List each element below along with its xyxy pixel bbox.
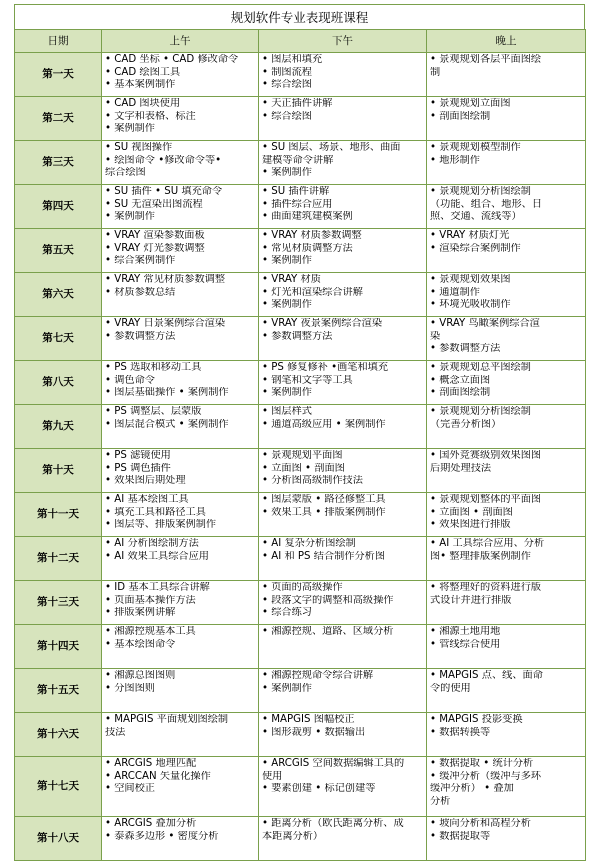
- evening-cell: [427, 229, 586, 273]
- course-line: • 常见材质调整方法: [262, 242, 353, 254]
- course-line: • 页面的高级操作: [262, 582, 343, 593]
- course-line: • 图层蒙版 • 路径修整工具: [262, 494, 386, 505]
- evening-cell: [427, 537, 586, 581]
- course-line: • ARCGIS 叠加分析: [105, 818, 197, 829]
- evening-cell: [427, 273, 586, 317]
- morning-cell: [102, 669, 259, 713]
- course-line: • 效果工具 • 排版案例制作: [262, 506, 386, 518]
- course-line: • 案例制作: [262, 299, 312, 310]
- day-cell: 第十八天: [15, 817, 102, 861]
- morning-cell: [102, 229, 259, 273]
- afternoon-cell: [259, 141, 427, 185]
- course-line: • 景观规划立面图: [430, 98, 511, 109]
- evening-cell: [427, 449, 586, 493]
- course-line: • 插件综合应用: [262, 198, 333, 210]
- course-line: • 图层混合模式 • 案例制作: [105, 418, 229, 430]
- course-line: • VRAY 渲染参数面板: [105, 230, 205, 241]
- table-row: [15, 713, 586, 757]
- header-morning: 上午: [102, 30, 259, 53]
- course-line: • 案例制作: [262, 387, 312, 398]
- table-row: [15, 405, 586, 449]
- evening-cell: [427, 53, 586, 97]
- course-line: • 数据提取 • 统计分析: [430, 758, 534, 769]
- course-line: • PS 选取和移动工具: [105, 362, 202, 373]
- day-cell: 第十五天: [15, 669, 102, 713]
- schedule-table: [14, 29, 586, 861]
- afternoon-cell: [259, 817, 427, 861]
- course-line: 使用: [262, 770, 283, 782]
- day-cell: 第十一天: [15, 493, 102, 537]
- course-line: • 景观规划分析图绘制: [430, 186, 531, 197]
- evening-cell: [427, 361, 586, 405]
- course-line: • PS 滤镜使用: [105, 450, 171, 461]
- course-line: • 制图流程: [262, 66, 312, 78]
- afternoon-cell: [259, 97, 427, 141]
- course-line: • 空间校正: [105, 783, 155, 794]
- morning-cell: [102, 581, 259, 625]
- course-line: • 景观规划分析图绘制: [430, 406, 531, 417]
- course-line: • 综合绘图: [262, 110, 312, 122]
- course-line: • MAPGIS 点、线、面命: [430, 670, 543, 681]
- evening-cell: [427, 405, 586, 449]
- afternoon-cell: [259, 713, 427, 757]
- day-cell: 第三天: [15, 141, 102, 185]
- table-row: [15, 361, 586, 405]
- course-line: • 湘源控规、道路、区域分析: [262, 626, 394, 637]
- morning-cell: [102, 625, 259, 669]
- course-line: • 将整理好的资料进行版: [430, 582, 542, 593]
- course-line: • VRAY 材质灯光: [430, 230, 510, 241]
- course-line: • 景观规划总平图绘制: [430, 362, 531, 373]
- course-line: 图• 整理排版案例制作: [430, 550, 531, 562]
- course-line: • 坡向分析和高程分析: [430, 818, 531, 829]
- day-cell: 第十六天: [15, 713, 102, 757]
- afternoon-cell: [259, 493, 427, 537]
- course-line: • 国外竞赛级别效果图图: [430, 450, 542, 461]
- day-cell: 第二天: [15, 97, 102, 141]
- course-line: • AI 复杂分析图绘制: [262, 538, 356, 549]
- course-line: • 绘图命令 •修改命令等•: [105, 154, 222, 166]
- course-line: • 要素创建 • 标记创建等: [262, 783, 376, 794]
- course-line: • 参数调整方法: [430, 343, 501, 354]
- day-cell: 第十二天: [15, 537, 102, 581]
- morning-cell: [102, 185, 259, 229]
- morning-cell: [102, 141, 259, 185]
- day-cell: 第六天: [15, 273, 102, 317]
- morning-cell: [102, 317, 259, 361]
- course-line: 本距离分析）: [262, 830, 324, 842]
- evening-cell: [427, 317, 586, 361]
- course-line: • 湘源控规基本工具: [105, 626, 196, 637]
- course-line: • 图层等、排版案例制作: [105, 519, 217, 530]
- morning-cell: [102, 405, 259, 449]
- course-line: • ARCGIS 空间数据编辑工具的: [262, 758, 405, 769]
- course-line: • 湘源控规命令综合讲解: [262, 670, 374, 681]
- course-line: • ARCGIS 地理匹配: [105, 758, 197, 769]
- course-line: • AI 工具综合应用、分析: [430, 538, 545, 549]
- day-cell: 第十四天: [15, 625, 102, 669]
- course-line: • 管线综合使用: [430, 638, 501, 650]
- course-line: • 案例制作: [262, 682, 312, 694]
- header-row: [15, 30, 586, 53]
- course-line: • 环境光吸收制作: [430, 299, 511, 310]
- course-line: • 泰森多边形 • 密度分析: [105, 830, 219, 842]
- course-line: • 剖面图绘制: [430, 387, 491, 398]
- evening-cell: [427, 185, 586, 229]
- course-line: 后期处理技法: [430, 462, 492, 474]
- table-row: [15, 625, 586, 669]
- course-line: • PS 调整层、层蒙版: [105, 406, 202, 417]
- table-row: [15, 493, 586, 537]
- course-line: • 案例制作: [262, 255, 312, 266]
- morning-cell: [102, 493, 259, 537]
- course-line: 照、交通、流线等）: [430, 211, 522, 222]
- course-line: • CAD 图块使用: [105, 98, 181, 109]
- day-cell: 第五天: [15, 229, 102, 273]
- course-line: • 效果图进行排版: [430, 519, 511, 530]
- morning-cell: [102, 97, 259, 141]
- course-line: • VRAY 夜景案例综合渲染: [262, 318, 383, 329]
- course-line: • 图层样式: [262, 406, 312, 417]
- evening-cell: [427, 757, 586, 817]
- table-row: [15, 53, 586, 97]
- afternoon-cell: [259, 361, 427, 405]
- afternoon-cell: [259, 405, 427, 449]
- course-line: • 综合绘图: [262, 79, 312, 90]
- course-line: • 钢笔和文字等工具: [262, 374, 353, 386]
- course-line: • ARCCAN 矢量化操作: [105, 770, 211, 782]
- course-line: • 综合练习: [262, 607, 312, 618]
- afternoon-cell: [259, 757, 427, 817]
- evening-cell: [427, 141, 586, 185]
- course-line: 分析: [430, 795, 451, 807]
- course-line: 制: [430, 66, 441, 78]
- course-line: • MAPGIS 图幅校正: [262, 714, 355, 725]
- morning-cell: [102, 713, 259, 757]
- day-cell: 第七天: [15, 317, 102, 361]
- course-line: • CAD 坐标 • CAD 修改命令: [105, 54, 239, 65]
- course-line: • 数据提取等: [430, 830, 491, 842]
- course-line: • 景观规划效果图: [430, 274, 511, 285]
- evening-cell: [427, 581, 586, 625]
- evening-cell: [427, 493, 586, 537]
- course-line: • 数据转换等: [430, 726, 491, 738]
- course-line: • 分图图则: [105, 682, 155, 694]
- course-line: • 排版案例讲解: [105, 607, 176, 618]
- day-cell: 第九天: [15, 405, 102, 449]
- evening-cell: [427, 669, 586, 713]
- course-line: • 湘源总图图则: [105, 670, 176, 681]
- course-line: • 参数调整方法: [105, 330, 176, 342]
- course-line: • 图层基础操作 • 案例制作: [105, 387, 229, 398]
- table-row: [15, 273, 586, 317]
- course-line: • 案例制作: [262, 167, 312, 178]
- course-line: • 距离分析（欧氏距离分析、成: [262, 818, 404, 829]
- course-line: • 渲染综合案例制作: [430, 242, 521, 254]
- evening-cell: [427, 713, 586, 757]
- afternoon-cell: [259, 317, 427, 361]
- morning-cell: [102, 361, 259, 405]
- course-line: • 景观规划模型制作: [430, 142, 521, 153]
- afternoon-cell: [259, 185, 427, 229]
- course-line: • 调色命令: [105, 374, 155, 386]
- course-line: • 通道制作: [430, 286, 480, 298]
- course-line: • 分析图高级制作技法: [262, 475, 363, 486]
- course-line: 染: [430, 330, 441, 342]
- table-row: [15, 537, 586, 581]
- course-line: 式设计并进行排版: [430, 594, 512, 606]
- course-line: • 综合案例制作: [105, 255, 176, 266]
- course-line: • VRAY 材质: [262, 274, 321, 285]
- course-line: • 立面图 • 剖面图: [262, 462, 345, 474]
- course-line: • AI 效果工具综合应用: [105, 550, 209, 562]
- day-cell: 第一天: [15, 53, 102, 97]
- course-line: • VRAY 材质参数调整: [262, 230, 362, 241]
- table-row: [15, 97, 586, 141]
- morning-cell: [102, 817, 259, 861]
- table-row: [15, 317, 586, 361]
- course-line: • VRAY 日景案例综合渲染: [105, 318, 226, 329]
- course-line: • 填充工具和路径工具: [105, 506, 206, 518]
- table-row: [15, 141, 586, 185]
- course-line: • VRAY 灯光参数调整: [105, 242, 205, 254]
- header-date: 日期: [15, 30, 102, 53]
- schedule-body: [15, 53, 586, 861]
- course-line: • 地形制作: [430, 154, 480, 166]
- afternoon-cell: [259, 53, 427, 97]
- course-line: • 案例制作: [105, 123, 155, 134]
- schedule-title: 规划软件专业表现班课程: [14, 4, 585, 29]
- day-cell: 第四天: [15, 185, 102, 229]
- course-line: （完善分析图）: [430, 418, 502, 430]
- course-line: • 立面图 • 剖面图: [430, 506, 513, 518]
- course-line: • 缓冲分析（缓冲与多环: [430, 770, 542, 782]
- course-line: • 参数调整方法: [262, 330, 333, 342]
- day-cell: 第八天: [15, 361, 102, 405]
- course-line: • 概念立面图: [430, 374, 491, 386]
- course-line: 令的使用: [430, 682, 471, 694]
- afternoon-cell: [259, 669, 427, 713]
- course-line: • 页面基本操作方法: [105, 594, 196, 606]
- course-line: • 案例制作: [105, 211, 155, 222]
- course-line: • SU 图层、场景、地形、曲面: [262, 142, 401, 153]
- course-line: 综合绘图: [105, 167, 146, 178]
- header-evening: 晚上: [427, 30, 586, 53]
- day-cell: 第十七天: [15, 757, 102, 817]
- morning-cell: [102, 273, 259, 317]
- course-line: • AI 基本绘图工具: [105, 494, 189, 505]
- course-line: • 景观规划平面图: [262, 450, 343, 461]
- course-line: • PS 调色插件: [105, 462, 171, 474]
- evening-cell: [427, 625, 586, 669]
- day-cell: 第十三天: [15, 581, 102, 625]
- course-line: • 基本案例制作: [105, 79, 176, 90]
- course-line: • 湘源土地用地: [430, 626, 501, 637]
- course-line: • SU 视图操作: [105, 142, 173, 153]
- course-line: 缓冲分析） • 叠加: [430, 783, 514, 794]
- course-line: • MAPGIS 平面规划图绘制: [105, 714, 229, 725]
- afternoon-cell: [259, 273, 427, 317]
- course-line: • AI 分析图绘制方法: [105, 538, 199, 549]
- afternoon-cell: [259, 537, 427, 581]
- course-line: • 剖面图绘制: [430, 110, 491, 122]
- course-line: • CAD 绘图工具: [105, 66, 181, 78]
- course-line: • 景观规划各层平面图绘: [430, 54, 542, 65]
- course-line: • AI 和 PS 结合制作分析图: [262, 550, 386, 562]
- course-line: • 文字和表格、标注: [105, 110, 196, 122]
- course-line: • VRAY 鸟瞰案例综合渲: [430, 318, 540, 329]
- table-row: [15, 817, 586, 861]
- table-row: [15, 185, 586, 229]
- course-line: 技法: [105, 726, 126, 738]
- course-line: • 效果图后期处理: [105, 475, 186, 486]
- course-line: 建模等命令讲解: [262, 154, 334, 166]
- course-line: • VRAY 常见材质参数调整: [105, 274, 226, 285]
- course-line: • PS 修复修补 •画笔和填充: [262, 362, 389, 373]
- course-line: • 段落文字的调整和高级操作: [262, 594, 394, 606]
- morning-cell: [102, 757, 259, 817]
- day-cell: 第十天: [15, 449, 102, 493]
- course-line: • 曲面建筑建模案例: [262, 211, 353, 222]
- course-line: • ID 基本工具综合讲解: [105, 582, 210, 593]
- course-line: （功能、组合、地形、日: [430, 198, 543, 210]
- afternoon-cell: [259, 449, 427, 493]
- morning-cell: [102, 537, 259, 581]
- course-line: • SU 插件 • SU 填充命令: [105, 186, 223, 197]
- evening-cell: [427, 817, 586, 861]
- course-line: • 通道高级应用 • 案例制作: [262, 418, 386, 430]
- course-line: • 基本绘图命令: [105, 638, 176, 650]
- evening-cell: [427, 97, 586, 141]
- course-line: • MAPGIS 投影变换: [430, 714, 523, 725]
- table-row: [15, 229, 586, 273]
- course-line: • 图层和填充: [262, 54, 323, 65]
- afternoon-cell: [259, 581, 427, 625]
- morning-cell: [102, 449, 259, 493]
- course-line: • 景观规划整体的平面图: [430, 494, 542, 505]
- table-row: [15, 669, 586, 713]
- table-row: [15, 757, 586, 817]
- afternoon-cell: [259, 625, 427, 669]
- table-row: [15, 449, 586, 493]
- course-line: • 灯光和渲染综合讲解: [262, 286, 363, 298]
- header-afternoon: 下午: [259, 30, 427, 53]
- afternoon-cell: [259, 229, 427, 273]
- course-line: • 图形裁剪 • 数据输出: [262, 726, 366, 738]
- morning-cell: [102, 53, 259, 97]
- table-row: [15, 581, 586, 625]
- course-line: • SU 无渲染出图流程: [105, 198, 203, 210]
- course-line: • 材质参数总结: [105, 286, 176, 298]
- course-line: • SU 插件讲解: [262, 186, 330, 197]
- course-line: • 天正插件讲解: [262, 98, 333, 109]
